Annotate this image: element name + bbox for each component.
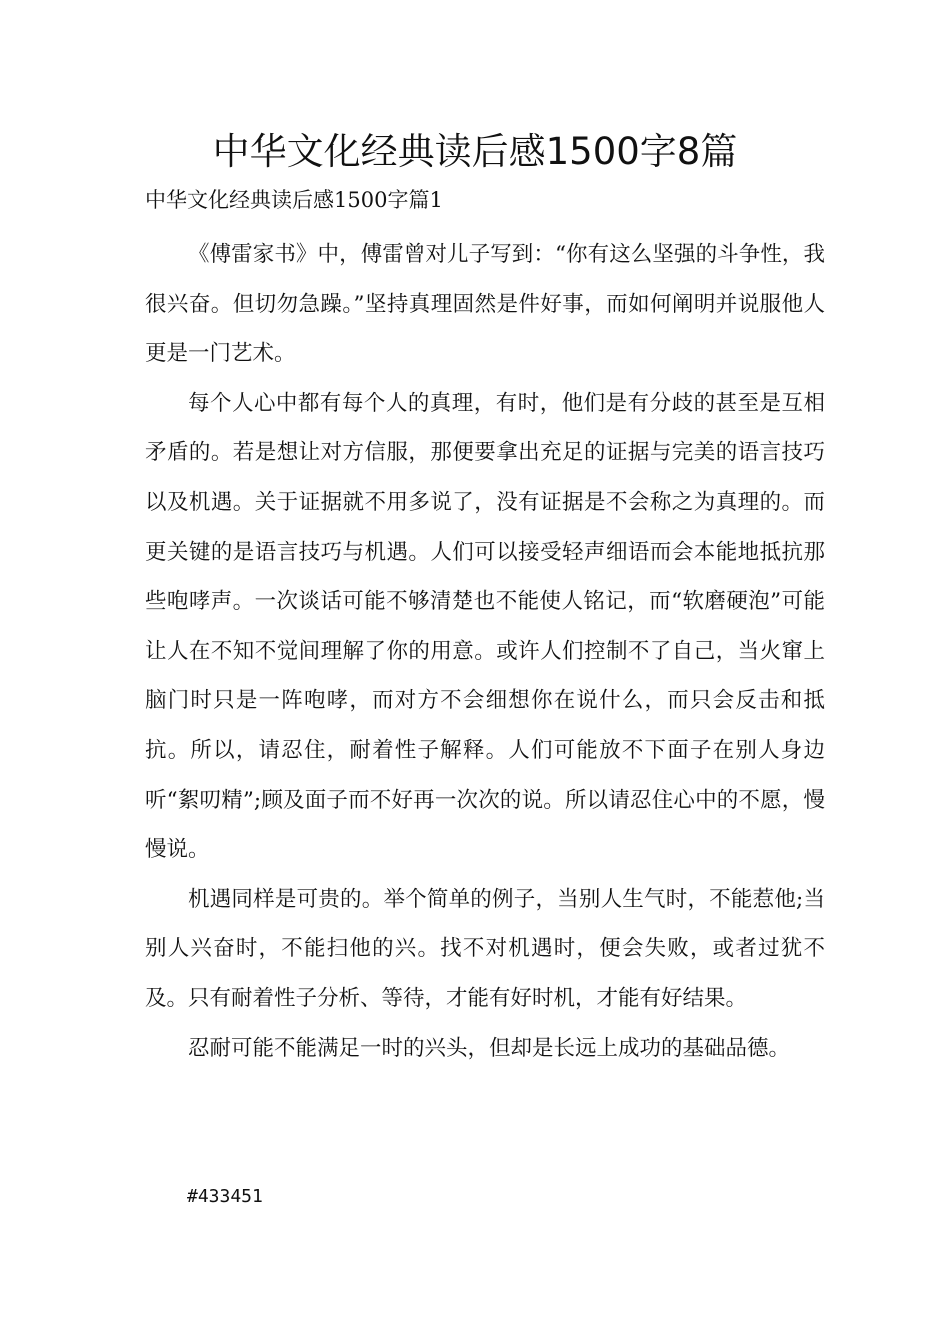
paragraph-3: 机遇同样是可贵的。举个简单的例子，当别人生气时，不能惹他;当别人兴奋时，不能扫他的兴。找不对机遇时，便会失败，或者过犹不及。只有耐着性子分析、等待，才能有好时机，才能有好结果。 [145,886,825,1011]
document-body [145,230,825,1073]
paragraph-4: 忍耐可能不能满足一时的兴头，但却是长远上成功的基础品德。 [188,1035,791,1061]
paragraph-1: 《傅雷家书》中，傅雷曾对儿子写到：“你有这么坚强的斗争性，我很兴奋。但切勿急躁。”坚持真理固然是件好事，而如何阐明并说服他人更是一门艺术。 [145,242,825,367]
document-id: #433451 [187,1186,263,1207]
paragraph-2: 每个人心中都有每个人的真理，有时，他们是有分歧的甚至是互相矛盾的。若是想让对方信服，那便要拿出充足的证据与完美的语言技巧以及机遇。关于证据就不用多说了，没有证据是不会称之为真理的。而更关键的是语言技巧与机遇。人们可以接受轻声细语而会本能地抵抗那些咆哮声。一次谈话可能不够清楚也不能使人铭记，而“软磨硬泡”可能让人在不知不觉间理解了你的用意。或许人们控制不了自己，当火窜上脑门时只是一阵咆哮，而对方不会细想你在说什么，而只会反击和抵抗。所以，请忍住，耐着性子解释。人们可能放不下面子在别人身边听“絮叨精”;顾及面子而不好再一次次的说。所以请忍住心中的不愿，慢慢说。 [145,390,825,863]
section-heading: 中华文化经典读后感1500字篇1 [145,188,443,212]
document-title: 中华文化经典读后感1500字8篇 [212,130,738,173]
